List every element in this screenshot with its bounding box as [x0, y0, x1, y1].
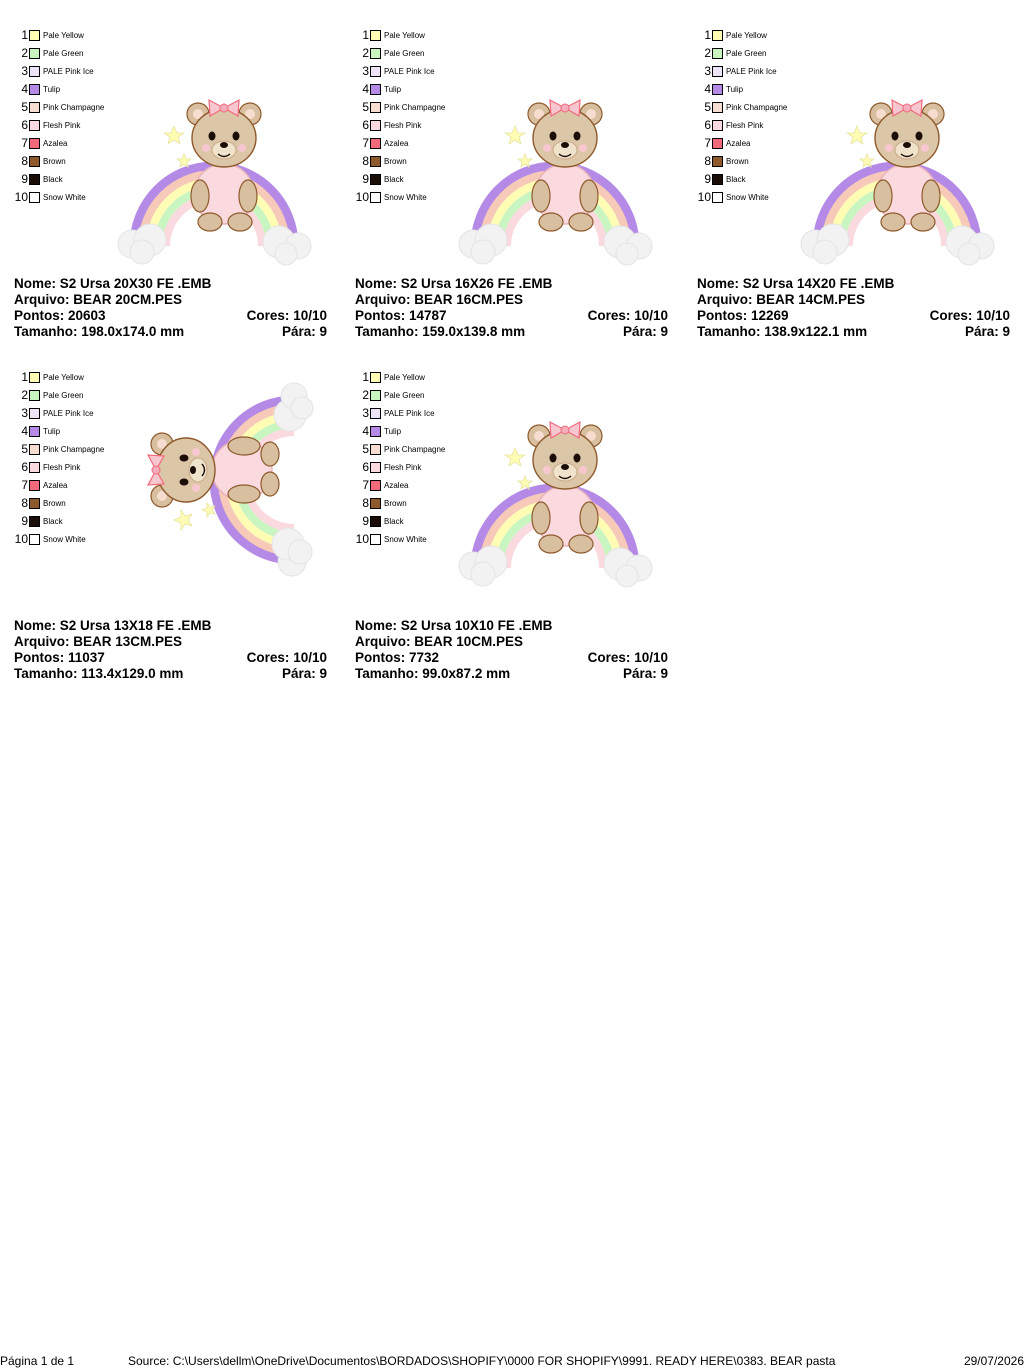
color-swatch — [29, 156, 40, 167]
color-name: Brown — [384, 498, 407, 508]
color-swatch — [370, 462, 381, 473]
color-swatch — [370, 30, 381, 41]
color-swatch — [29, 498, 40, 509]
color-name: PALE Pink Ice — [384, 408, 435, 418]
color-swatch — [370, 48, 381, 59]
file-name: BEAR 13CM.PES — [73, 634, 183, 649]
color-swatch — [29, 516, 40, 527]
color-swatch — [712, 120, 723, 131]
color-name: Azalea — [43, 480, 68, 490]
color-swatch — [29, 372, 40, 383]
color-swatch — [370, 120, 381, 131]
color-number: 10 — [14, 190, 28, 204]
color-name: Pale Yellow — [384, 372, 425, 382]
design-name: S2 Ursa 14X20 FE .EMB — [742, 276, 895, 291]
color-number: 1 — [21, 370, 28, 384]
color-number: 2 — [704, 46, 711, 60]
color-name: Pink Champagne — [43, 444, 105, 454]
color-number: 5 — [362, 442, 369, 456]
arquivo-label: Arquivo: — [14, 634, 70, 649]
file-name: BEAR 10CM.PES — [414, 634, 524, 649]
color-number: 9 — [362, 172, 369, 186]
color-swatch — [712, 66, 723, 77]
color-number: 10 — [355, 532, 369, 546]
color-swatch — [370, 156, 381, 167]
stop-count: 9 — [319, 324, 327, 339]
color-swatch — [712, 192, 723, 203]
nome-label: Nome: — [14, 276, 57, 291]
color-number: 2 — [362, 46, 369, 60]
design-name: S2 Ursa 20X30 FE .EMB — [59, 276, 212, 291]
stars — [505, 448, 532, 489]
color-swatch — [712, 138, 723, 149]
pontos-label: Pontos: — [14, 308, 65, 323]
color-number: 4 — [704, 82, 711, 96]
stitch-count: 11037 — [68, 650, 105, 665]
file-name: BEAR 16CM.PES — [414, 292, 524, 307]
color-name: Pale Green — [43, 48, 84, 58]
color-number: 8 — [704, 154, 711, 168]
color-swatch — [370, 174, 381, 185]
stop-count: 9 — [319, 666, 327, 681]
color-number: 1 — [21, 28, 28, 42]
cores-label: Cores: — [246, 650, 290, 665]
color-swatch — [370, 138, 381, 149]
color-swatch — [29, 534, 40, 545]
color-number: 6 — [21, 118, 28, 132]
color-swatch — [29, 444, 40, 455]
embroidery-preview — [797, 56, 997, 281]
color-number: 7 — [362, 478, 369, 492]
color-count: 10/10 — [976, 308, 1010, 323]
color-name: Flesh Pink — [384, 462, 422, 472]
color-number: 8 — [21, 154, 28, 168]
color-name: Pale Yellow — [43, 30, 84, 40]
color-number: 9 — [21, 172, 28, 186]
tamanho-label: Tamanho: — [14, 666, 78, 681]
design-info — [14, 618, 327, 682]
color-name: Azalea — [384, 138, 409, 148]
color-number: 5 — [704, 100, 711, 114]
design-card — [355, 368, 675, 681]
color-name: Flesh Pink — [384, 120, 422, 130]
design-size: 99.0x87.2 mm — [422, 666, 511, 681]
design-name: S2 Ursa 10X10 FE .EMB — [400, 618, 553, 633]
file-name: BEAR 14CM.PES — [756, 292, 866, 307]
color-number: 7 — [704, 136, 711, 150]
color-name: Brown — [43, 156, 66, 166]
color-swatch — [370, 66, 381, 77]
color-count: 10/10 — [634, 308, 668, 323]
page-number: Página 1 de 1 — [0, 1354, 75, 1368]
design-info — [355, 618, 668, 682]
stars — [164, 126, 191, 167]
embroidery-preview — [455, 56, 655, 281]
color-swatch — [29, 48, 40, 59]
color-swatch — [29, 30, 40, 41]
color-number: 4 — [21, 424, 28, 438]
color-number: 1 — [362, 28, 369, 42]
para-label: Pára: — [281, 666, 316, 681]
pontos-label: Pontos: — [355, 308, 406, 323]
para-label: Pára: — [964, 324, 999, 339]
design-card — [697, 26, 1017, 339]
color-number: 4 — [21, 82, 28, 96]
color-swatch — [29, 174, 40, 185]
design-name: S2 Ursa 13X18 FE .EMB — [59, 618, 212, 633]
cores-label: Cores: — [929, 308, 973, 323]
palette-row — [697, 26, 817, 44]
color-name: Pale Green — [384, 48, 425, 58]
design-size: 113.4x129.0 mm — [81, 666, 184, 681]
color-number: 7 — [362, 136, 369, 150]
color-number: 7 — [21, 478, 28, 492]
color-name: Tulip — [43, 426, 61, 436]
color-name: Snow White — [726, 192, 769, 202]
color-name: Tulip — [384, 426, 402, 436]
color-number: 6 — [362, 118, 369, 132]
stop-count: 9 — [660, 666, 668, 681]
color-name: Azalea — [384, 480, 409, 490]
color-swatch — [370, 390, 381, 401]
color-swatch — [29, 480, 40, 491]
color-name: PALE Pink Ice — [43, 66, 94, 76]
color-number: 9 — [362, 514, 369, 528]
color-swatch — [712, 30, 723, 41]
color-number: 8 — [21, 496, 28, 510]
color-name: Flesh Pink — [726, 120, 764, 130]
color-swatch — [370, 372, 381, 383]
color-number: 2 — [21, 388, 28, 402]
color-number: 9 — [704, 172, 711, 186]
color-swatch — [29, 84, 40, 95]
color-swatch — [712, 84, 723, 95]
color-count: 10/10 — [293, 650, 327, 665]
color-name: PALE Pink Ice — [43, 408, 94, 418]
color-swatch — [370, 408, 381, 419]
color-name: Snow White — [43, 534, 86, 544]
file-name: BEAR 20CM.PES — [73, 292, 183, 307]
para-label: Pára: — [281, 324, 316, 339]
stars — [174, 503, 215, 530]
color-number: 10 — [14, 532, 28, 546]
color-name: Snow White — [384, 534, 427, 544]
pontos-label: Pontos: — [697, 308, 748, 323]
color-swatch — [29, 192, 40, 203]
stop-count: 9 — [660, 324, 668, 339]
color-swatch — [29, 66, 40, 77]
color-name: Pale Yellow — [43, 372, 84, 382]
color-name: Black — [726, 174, 746, 184]
arquivo-label: Arquivo: — [697, 292, 753, 307]
color-swatch — [370, 192, 381, 203]
color-name: Snow White — [384, 192, 427, 202]
stars — [505, 126, 532, 167]
color-number: 10 — [697, 190, 711, 204]
arquivo-label: Arquivo: — [355, 634, 411, 649]
embroidery-preview — [114, 370, 314, 595]
color-swatch — [29, 102, 40, 113]
stitch-count: 14787 — [409, 308, 447, 323]
source-path: Source: C:\Users\dellm\OneDrive\Documentos\BORDADOS\SHOPIFY\0000 FOR SHOPIFY\9991. READY HERE\0383. BEAR pasta — [128, 1354, 836, 1368]
color-number: 1 — [362, 370, 369, 384]
color-name: Pink Champagne — [384, 444, 446, 454]
color-name: Azalea — [726, 138, 751, 148]
nome-label: Nome: — [355, 618, 398, 633]
tamanho-label: Tamanho: — [14, 324, 78, 339]
design-info — [14, 276, 327, 340]
pontos-label: Pontos: — [14, 650, 65, 665]
color-number: 5 — [21, 100, 28, 114]
color-name: Black — [43, 516, 63, 526]
cores-label: Cores: — [246, 308, 290, 323]
color-name: Pale Yellow — [726, 30, 767, 40]
para-label: Pára: — [622, 324, 657, 339]
color-name: Flesh Pink — [43, 120, 81, 130]
color-name: Brown — [726, 156, 749, 166]
color-count: 10/10 — [293, 308, 327, 323]
color-swatch — [29, 462, 40, 473]
color-number: 9 — [21, 514, 28, 528]
tamanho-label: Tamanho: — [355, 324, 419, 339]
color-number: 3 — [362, 406, 369, 420]
palette-row — [355, 26, 475, 44]
color-swatch — [29, 390, 40, 401]
color-number: 8 — [362, 496, 369, 510]
color-swatch — [29, 408, 40, 419]
color-name: Pink Champagne — [384, 102, 446, 112]
color-number: 5 — [21, 442, 28, 456]
color-name: Pale Green — [726, 48, 767, 58]
color-number: 6 — [704, 118, 711, 132]
design-card — [355, 26, 675, 339]
stitch-count: 20603 — [68, 308, 106, 323]
design-size: 198.0x174.0 mm — [81, 324, 185, 339]
arquivo-label: Arquivo: — [355, 292, 411, 307]
color-number: 7 — [21, 136, 28, 150]
cores-label: Cores: — [587, 650, 631, 665]
color-name: Pale Green — [43, 390, 84, 400]
design-card — [14, 368, 334, 681]
stitch-count: 7732 — [409, 650, 440, 665]
color-name: Pink Champagne — [726, 102, 788, 112]
design-info — [355, 276, 668, 340]
embroidery-preview — [455, 378, 655, 603]
nome-label: Nome: — [697, 276, 740, 291]
stars — [847, 126, 874, 167]
color-number: 5 — [362, 100, 369, 114]
color-number: 4 — [362, 424, 369, 438]
print-date: 29/07/2026 — [963, 1354, 1024, 1368]
color-swatch — [29, 426, 40, 437]
color-swatch — [29, 120, 40, 131]
nome-label: Nome: — [355, 276, 398, 291]
design-size: 138.9x122.1 mm — [764, 324, 868, 339]
color-number: 2 — [21, 46, 28, 60]
color-name: Black — [384, 516, 404, 526]
stitch-count: 12269 — [751, 308, 789, 323]
tamanho-label: Tamanho: — [355, 666, 419, 681]
color-number: 2 — [362, 388, 369, 402]
color-swatch — [370, 534, 381, 545]
design-card — [14, 26, 334, 339]
color-swatch — [712, 156, 723, 167]
design-info — [697, 276, 1010, 340]
color-swatch — [370, 444, 381, 455]
stop-count: 9 — [1002, 324, 1010, 339]
design-name: S2 Ursa 16X26 FE .EMB — [400, 276, 553, 291]
cores-label: Cores: — [587, 308, 631, 323]
pontos-label: Pontos: — [355, 650, 406, 665]
color-swatch — [29, 138, 40, 149]
color-number: 6 — [21, 460, 28, 474]
color-number: 3 — [362, 64, 369, 78]
palette-row — [14, 26, 134, 44]
para-label: Pára: — [622, 666, 657, 681]
color-swatch — [712, 102, 723, 113]
color-swatch — [712, 48, 723, 59]
color-swatch — [370, 426, 381, 437]
color-name: Brown — [384, 156, 407, 166]
color-name: Brown — [43, 498, 66, 508]
color-number: 8 — [362, 154, 369, 168]
tamanho-label: Tamanho: — [697, 324, 761, 339]
color-name: PALE Pink Ice — [726, 66, 777, 76]
color-name: Tulip — [384, 84, 402, 94]
color-name: Snow White — [43, 192, 86, 202]
color-number: 6 — [362, 460, 369, 474]
color-name: Black — [43, 174, 63, 184]
color-number: 4 — [362, 82, 369, 96]
color-name: Azalea — [43, 138, 68, 148]
color-swatch — [370, 516, 381, 527]
color-name: PALE Pink Ice — [384, 66, 435, 76]
color-name: Flesh Pink — [43, 462, 81, 472]
color-swatch — [370, 498, 381, 509]
color-name: Tulip — [43, 84, 61, 94]
color-swatch — [370, 84, 381, 95]
embroidery-preview — [114, 56, 314, 281]
color-name: Pale Yellow — [384, 30, 425, 40]
color-count: 10/10 — [634, 650, 668, 665]
color-number: 3 — [704, 64, 711, 78]
nome-label: Nome: — [14, 618, 57, 633]
color-number: 1 — [704, 28, 711, 42]
color-name: Black — [384, 174, 404, 184]
color-name: Tulip — [726, 84, 744, 94]
arquivo-label: Arquivo: — [14, 292, 70, 307]
color-number: 3 — [21, 64, 28, 78]
color-number: 3 — [21, 406, 28, 420]
color-name: Pale Green — [384, 390, 425, 400]
design-size: 159.0x139.8 mm — [422, 324, 526, 339]
color-name: Pink Champagne — [43, 102, 105, 112]
color-swatch — [712, 174, 723, 185]
color-swatch — [370, 480, 381, 491]
color-number: 10 — [355, 190, 369, 204]
color-swatch — [370, 102, 381, 113]
